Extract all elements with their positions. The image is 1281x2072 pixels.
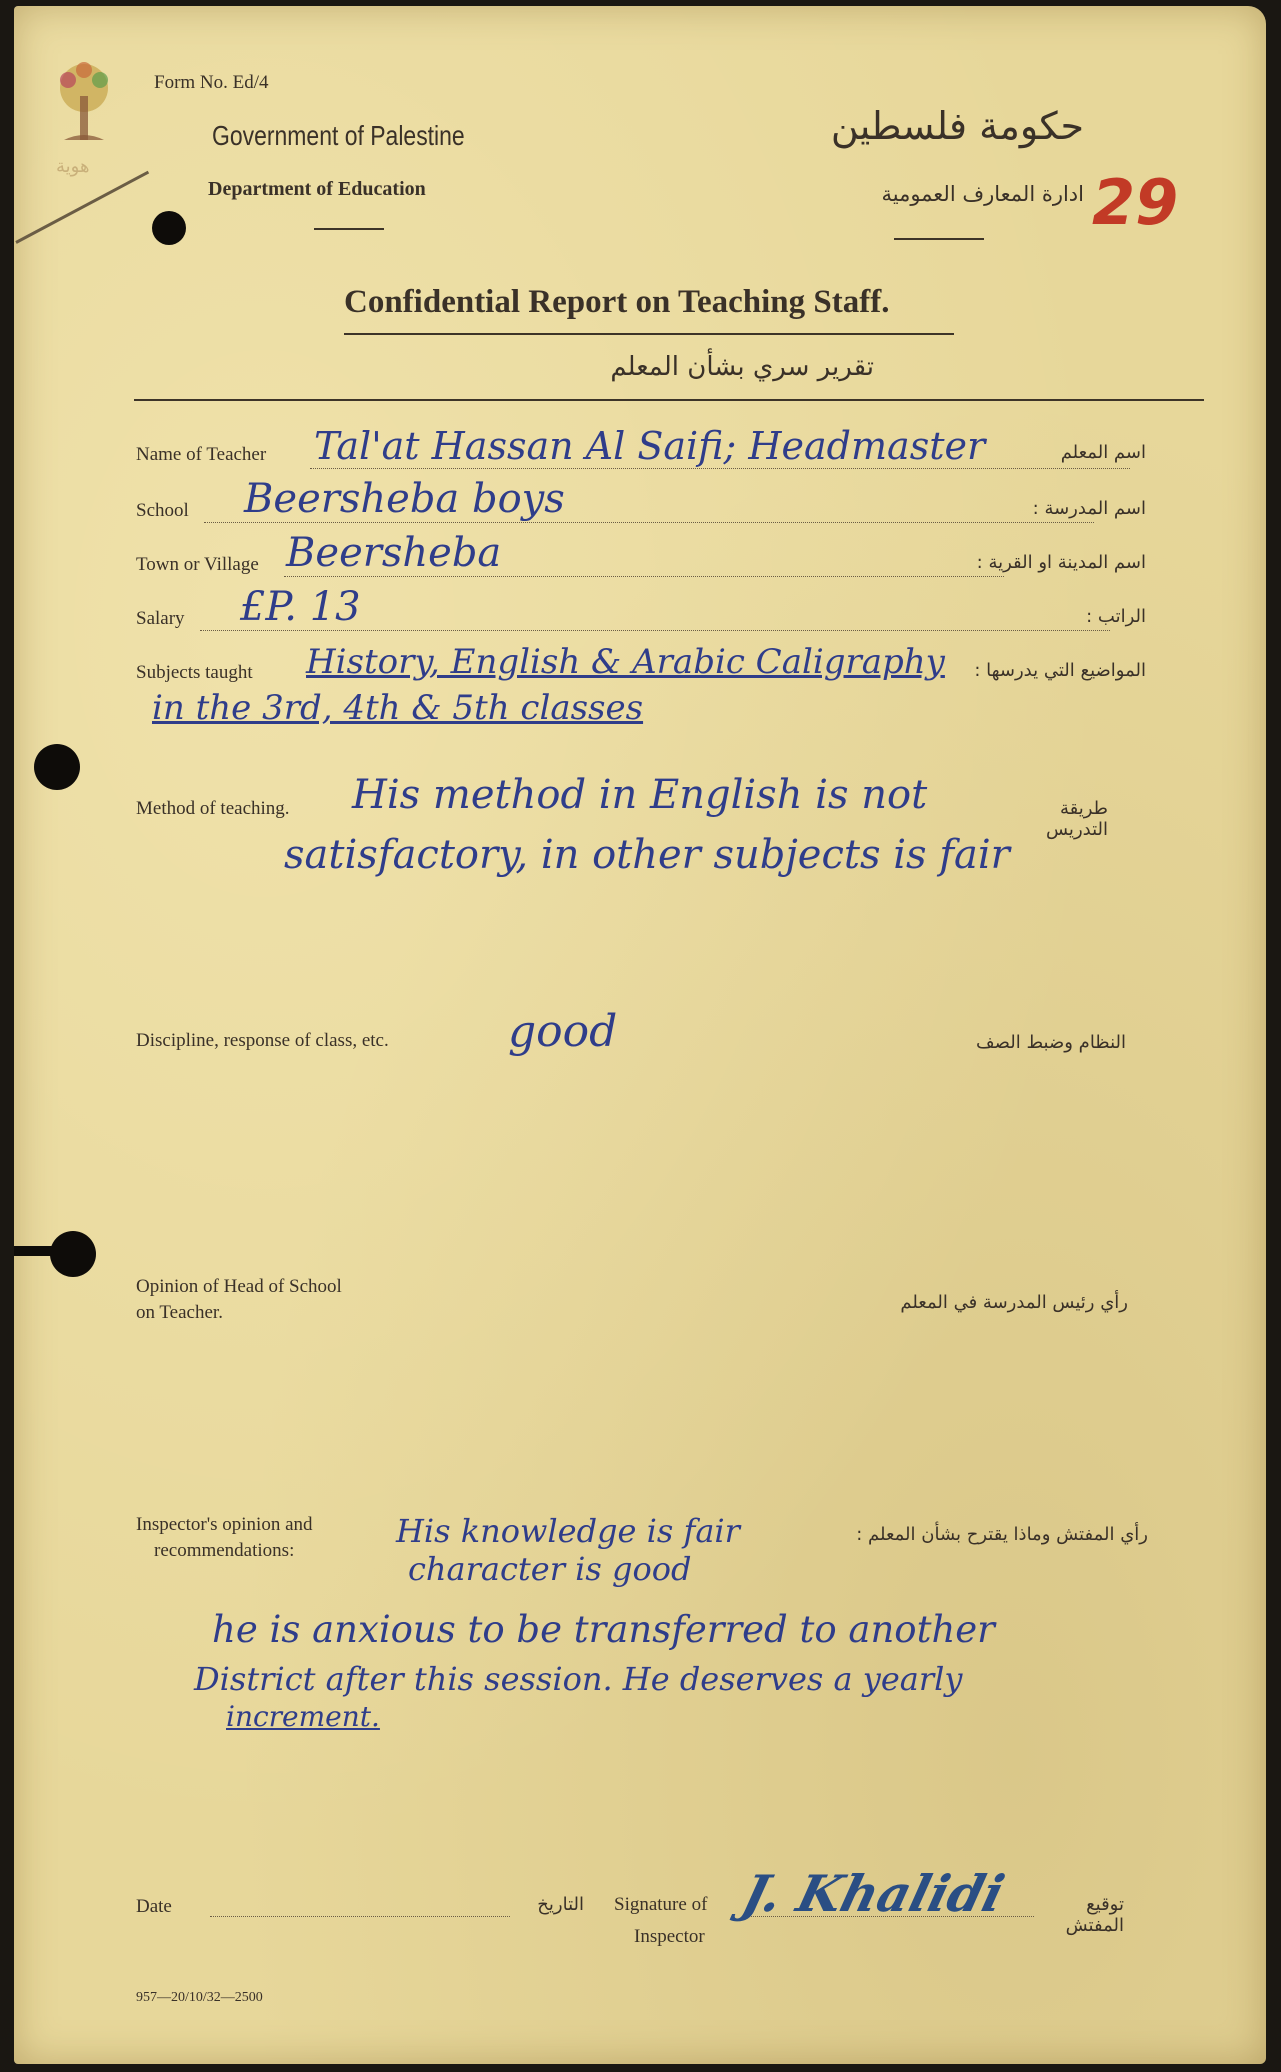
salary-line: [200, 630, 1110, 631]
school-label-arabic: اسم المدرسة :: [1032, 498, 1146, 519]
header-rule-left: [314, 228, 384, 230]
date-line: [210, 1916, 510, 1917]
salary-value: £P. 13: [240, 584, 361, 630]
subjects-label-arabic: المواضيع التي يدرسها :: [974, 660, 1146, 681]
print-code: 957—20/10/32—2500: [136, 1990, 263, 2005]
school-label: School: [136, 500, 189, 521]
signature-label-line1: Signature of: [614, 1894, 708, 1915]
signature-label-line2: Inspector: [634, 1926, 705, 1947]
teacher-name-line: [310, 468, 1130, 469]
section-rule: [134, 399, 1204, 401]
salary-label-arabic: الراتب :: [1086, 606, 1146, 627]
department-arabic: ادارة المعارف العمومية: [881, 182, 1084, 206]
report-title-arabic: تقرير سري بشأن المعلم: [610, 352, 874, 382]
department-english: Department of Education: [208, 178, 426, 200]
head-opinion-label-line2: on Teacher.: [136, 1302, 223, 1323]
document-sheet: [14, 6, 1266, 2064]
town-line: [284, 576, 1004, 577]
school-line: [204, 522, 1094, 523]
signature-label-arabic: توقيع المفتش: [1065, 1894, 1124, 1936]
government-arabic: حكومة فلسطين: [830, 104, 1084, 148]
inspector-opinion-line4: District after this session. He deserves a yearly: [194, 1660, 963, 1698]
head-opinion-label-line1: Opinion of Head of School: [136, 1276, 342, 1297]
report-title: Confidential Report on Teaching Staff.: [344, 284, 890, 320]
punch-hole-middle: [34, 744, 80, 790]
discipline-value: good: [508, 1006, 618, 1057]
town-label: Town or Village: [136, 554, 259, 575]
method-value-line1: His method in English is not: [352, 772, 928, 818]
salary-label: Salary: [136, 608, 185, 629]
page-number: 29: [1092, 166, 1179, 239]
inspector-opinion-line5: increment.: [226, 1700, 380, 1733]
town-value: Beersheba: [286, 530, 502, 576]
date-label-arabic: التاريخ: [537, 1894, 584, 1915]
title-underline: [344, 333, 954, 335]
header-rule-right: [894, 238, 984, 240]
inspector-opinion-label-arabic: رأي المفتش وماذا يقترح بشأن المعلم :: [856, 1524, 1148, 1545]
inspector-signature: J. Khalidi: [736, 1864, 1011, 1923]
date-label: Date: [136, 1896, 172, 1917]
government-english: Government of Palestine: [212, 120, 465, 151]
inspector-opinion-line3: he is anxious to be transferred to another: [212, 1608, 995, 1651]
subjects-label: Subjects taught: [136, 662, 253, 683]
punch-hole-top: [152, 211, 186, 245]
inspector-opinion-label-line2: recommendations:: [154, 1540, 295, 1561]
tree-logo: [44, 56, 124, 156]
teacher-name-label-arabic: اسم المعلم: [1060, 442, 1146, 463]
method-label-arabic: طريقة التدريس: [1045, 798, 1108, 840]
subjects-value-line2: in the 3rd, 4th & 5th classes: [152, 688, 644, 728]
discipline-label-arabic: النظام وضبط الصف: [976, 1032, 1126, 1053]
subjects-value-line1: History, English & Arabic Caligraphy: [306, 642, 945, 682]
method-value-line2: satisfactory, in other subjects is fair: [284, 832, 1010, 878]
teacher-name-label: Name of Teacher: [136, 444, 267, 465]
form-number: Form No. Ed/4: [154, 72, 269, 93]
watermark-arabic: هوية: [56, 156, 90, 177]
tear-mark: [15, 171, 149, 244]
inspector-opinion-label-line1: Inspector's opinion and: [136, 1514, 313, 1535]
head-opinion-label-arabic: رأي رئيس المدرسة في المعلم: [900, 1292, 1128, 1313]
school-value: Beersheba boys: [244, 476, 565, 522]
discipline-label: Discipline, response of class, etc.: [136, 1030, 389, 1051]
pin-mark: [14, 1246, 64, 1256]
inspector-opinion-line2: character is good: [408, 1550, 692, 1588]
method-label: Method of teaching.: [136, 798, 290, 819]
inspector-opinion-line1: His knowledge is fair: [396, 1512, 740, 1550]
teacher-name-value: Tal'at Hassan Al Saifi; Headmaster: [314, 424, 986, 468]
town-label-arabic: اسم المدينة او القرية :: [976, 552, 1146, 573]
